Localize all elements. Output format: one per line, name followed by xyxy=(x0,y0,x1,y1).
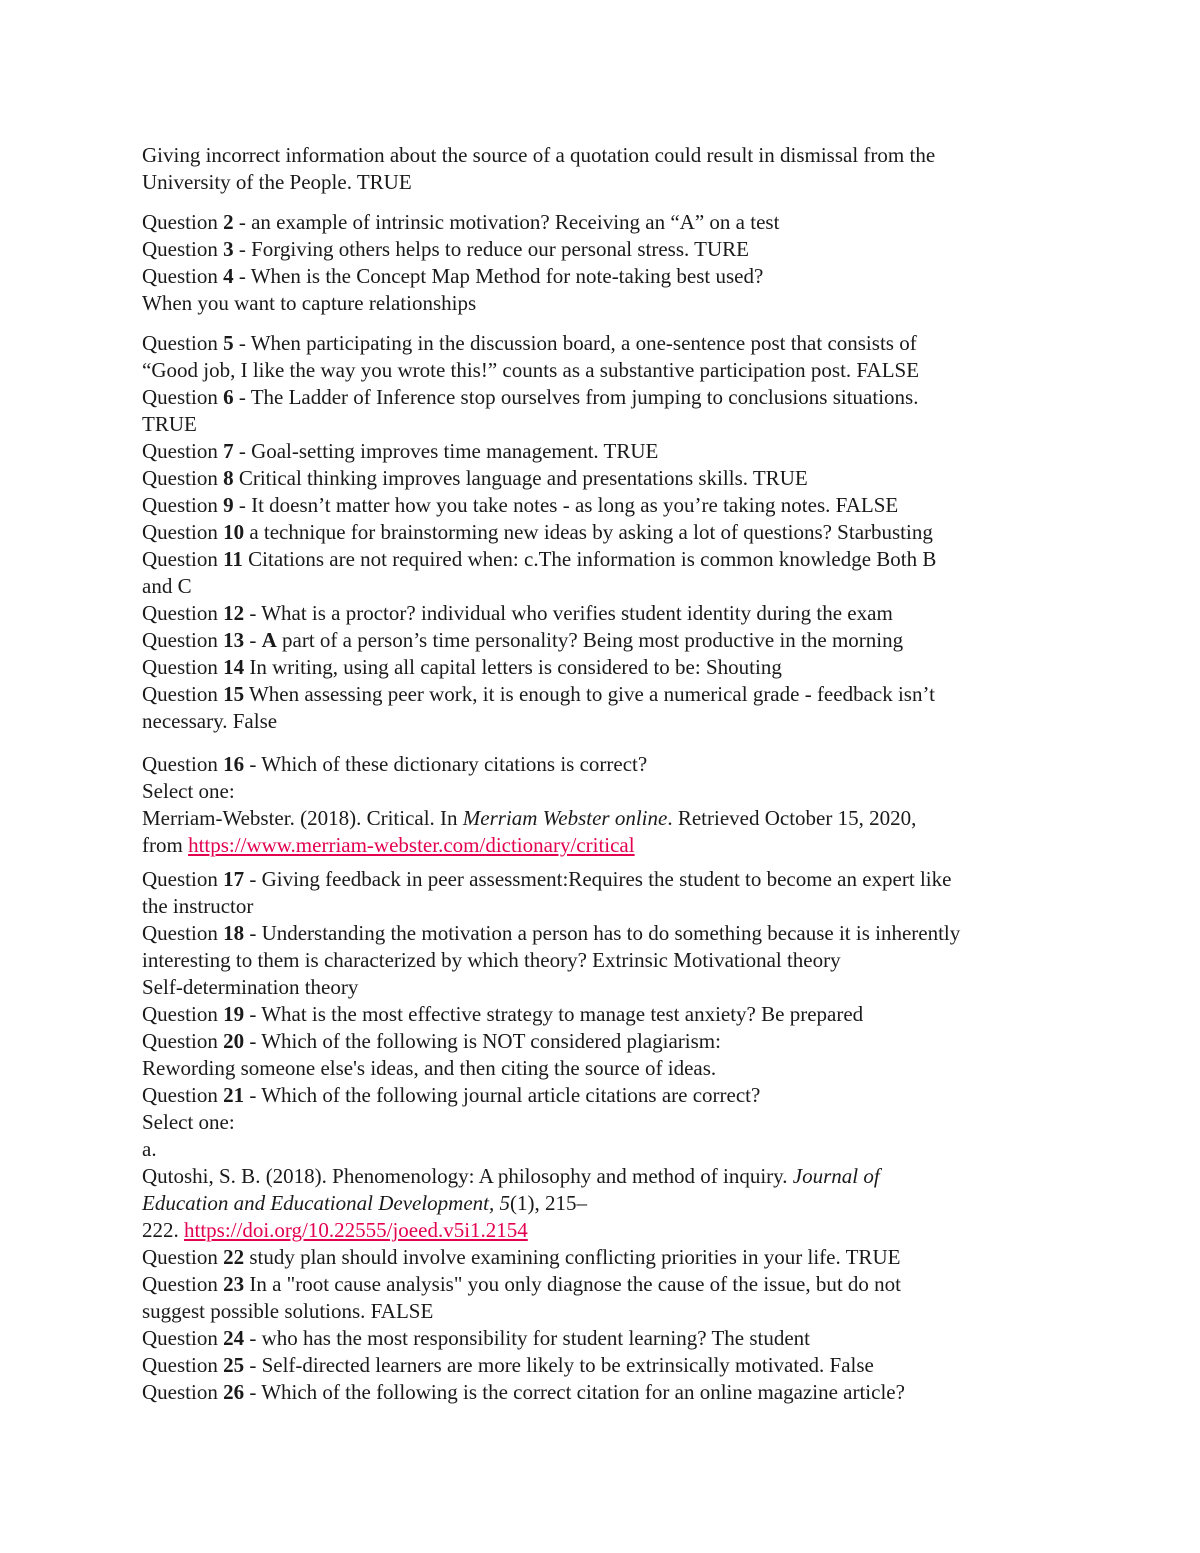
answer-text: Rewording someone else's ideas, and then citing the source of ideas. xyxy=(142,1056,717,1080)
question-word: Question xyxy=(142,1245,218,1269)
question-17 xyxy=(142,866,1072,920)
dictionary-link[interactable]: https://www.merriam-webster.com/dictionary/critical xyxy=(188,833,635,857)
select-one-label: Select one: xyxy=(142,779,235,803)
question-25 xyxy=(142,1352,1072,1379)
question-number: 6 xyxy=(223,385,234,409)
question-text: - It doesn’t matter how you take notes - as long as you’re taking notes. FALSE xyxy=(233,493,899,517)
question-text-prefix: - xyxy=(244,628,262,652)
answer-text: TRUE xyxy=(142,412,197,436)
question-6 xyxy=(142,384,1072,438)
question-word: Question xyxy=(142,1380,218,1404)
question-word: Question xyxy=(142,547,218,571)
question-word: Question xyxy=(142,493,218,517)
question-number: 21 xyxy=(223,1083,245,1107)
question-text: - Understanding the motivation a person has to do something because it is inherently xyxy=(244,921,961,945)
citation-pages: 222. xyxy=(142,1218,184,1242)
question-word: Question xyxy=(142,237,218,261)
from-label: from xyxy=(142,833,189,857)
question-text: - Which of the following is NOT considered plagiarism: xyxy=(244,1029,721,1053)
question-number: 3 xyxy=(223,237,234,261)
question-number: 18 xyxy=(223,921,245,945)
question-10 xyxy=(142,519,1072,546)
question-14 xyxy=(142,654,1072,681)
question-26 xyxy=(142,1379,1072,1406)
question-word: Question xyxy=(142,628,218,652)
question-text-continued: “Good job, I like the way you wrote this!” counts as a substantive participation post. FALSE xyxy=(142,358,920,382)
question-word: Question xyxy=(142,1029,218,1053)
question-text: study plan should involve examining conflicting priorities in your life. TRUE xyxy=(244,1245,901,1269)
question-9 xyxy=(142,492,1072,519)
question-word: Question xyxy=(142,520,218,544)
question-bold-letter: A xyxy=(261,628,277,652)
question-text: a technique for brainstorming new ideas by asking a lot of questions? Starbusting xyxy=(244,520,933,544)
question-number: 19 xyxy=(223,1002,245,1026)
question-15 xyxy=(142,681,1072,735)
question-text: - When participating in the discussion board, a one-sentence post that consists of xyxy=(233,331,917,355)
question-text: - an example of intrinsic motivation? Receiving an “A” on a test xyxy=(233,210,780,234)
question-19 xyxy=(142,1001,1072,1028)
question-11 xyxy=(142,546,1072,600)
question-5 xyxy=(142,330,1072,384)
question-text: - When is the Concept Map Method for note-taking best used? xyxy=(233,264,764,288)
question-20 xyxy=(142,1028,1072,1082)
question-text: - What is the most effective strategy to manage test anxiety? Be prepared xyxy=(244,1002,864,1026)
question-text: In a "root cause analysis" you only diagnose the cause of the issue, but do not xyxy=(244,1272,901,1296)
question-number: 13 xyxy=(223,628,245,652)
citation-italic: Merriam Webster online xyxy=(462,806,668,830)
question-number: 7 xyxy=(223,439,234,463)
answer-text: suggest possible solutions. FALSE xyxy=(142,1299,434,1323)
citation-italic: Journal of xyxy=(792,1164,880,1188)
question-text: Citations are not required when: c.The information is common knowledge Both B xyxy=(242,547,937,571)
citation-prefix: Merriam-Webster. (2018). Critical. In xyxy=(142,806,463,830)
question-number: 9 xyxy=(223,493,234,517)
question-number: 14 xyxy=(223,655,245,679)
question-text: part of a person’s time personality? Being most productive in the morning xyxy=(276,628,904,652)
question-4 xyxy=(142,263,1072,317)
question-7 xyxy=(142,438,1072,465)
citation-suffix: . Retrieved October 15, 2020, xyxy=(667,806,917,830)
answer-text: necessary. False xyxy=(142,709,278,733)
question-22 xyxy=(142,1244,1072,1271)
question-text: - What is a proctor? individual who verifies student identity during the exam xyxy=(244,601,893,625)
question-number: 8 xyxy=(223,466,234,490)
question-text: When assessing peer work, it is enough to give a numerical grade - feedback isn’t xyxy=(244,682,935,706)
question-text: - The Ladder of Inference stop ourselves from jumping to conclusions situations. xyxy=(233,385,919,409)
intro-line-2: University of the People. TRUE xyxy=(142,170,412,194)
question-word: Question xyxy=(142,331,218,355)
answer-text: and C xyxy=(142,574,192,598)
question-word: Question xyxy=(142,1326,218,1350)
question-text: - Self-directed learners are more likely to be extrinsically motivated. False xyxy=(244,1353,874,1377)
question-word: Question xyxy=(142,466,218,490)
question-word: Question xyxy=(142,1002,218,1026)
question-number: 11 xyxy=(223,547,243,571)
question-word: Question xyxy=(142,921,218,945)
question-word: Question xyxy=(142,1272,218,1296)
question-text: In writing, using all capital letters is considered to be: Shouting xyxy=(244,655,782,679)
question-number: 15 xyxy=(223,682,245,706)
question-text-continued: interesting to them is characterized by which theory? Extrinsic Motivational theory xyxy=(142,948,841,972)
question-text: Critical thinking improves language and presentations skills. TRUE xyxy=(233,466,808,490)
question-text-continued: the instructor xyxy=(142,894,254,918)
citation-prefix: Qutoshi, S. B. (2018). Phenomenology: A philosophy and method of inquiry. xyxy=(142,1164,793,1188)
question-word: Question xyxy=(142,210,218,234)
citation-text-continued xyxy=(142,1190,1072,1217)
question-number: 17 xyxy=(223,867,245,891)
question-text: - Forgiving others helps to reduce our personal stress. TURE xyxy=(233,237,749,261)
question-word: Question xyxy=(142,264,218,288)
question-16 xyxy=(142,751,1072,859)
question-number: 16 xyxy=(223,752,245,776)
question-12 xyxy=(142,600,1072,627)
citation-suffix: (1), 215– xyxy=(510,1191,588,1215)
question-text: - Which of the following journal article citations are correct? xyxy=(244,1083,761,1107)
question-word: Question xyxy=(142,1353,218,1377)
option-letter: a. xyxy=(142,1137,157,1161)
question-18 xyxy=(142,920,1072,1001)
question-text: - Giving feedback in peer assessment:Requires the student to become an expert like xyxy=(244,867,952,891)
document-body xyxy=(142,142,1072,1406)
question-number: 4 xyxy=(223,264,234,288)
answer-text: When you want to capture relationships xyxy=(142,291,477,315)
question-word: Question xyxy=(142,1083,218,1107)
question-word: Question xyxy=(142,752,218,776)
question-number: 22 xyxy=(223,1245,245,1269)
question-text: - who has the most responsibility for student learning? The student xyxy=(244,1326,811,1350)
question-word: Question xyxy=(142,601,218,625)
question-13 xyxy=(142,627,1072,654)
question-text: - Which of these dictionary citations is correct? xyxy=(244,752,648,776)
question-8 xyxy=(142,465,1072,492)
intro-line-1: Giving incorrect information about the source of a quotation could result in dismissal from the xyxy=(142,143,936,167)
question-word: Question xyxy=(142,867,218,891)
question-word: Question xyxy=(142,439,218,463)
citation-text xyxy=(142,805,1072,832)
question-word: Question xyxy=(142,682,218,706)
question-3 xyxy=(142,236,1072,263)
select-one-label: Select one: xyxy=(142,1110,235,1134)
question-2 xyxy=(142,209,1072,236)
citation-text xyxy=(142,1163,1072,1190)
question-number: 26 xyxy=(223,1380,245,1404)
question-word: Question xyxy=(142,655,218,679)
question-number: 2 xyxy=(223,210,234,234)
question-number: 24 xyxy=(223,1326,245,1350)
answer-text: Self-determination theory xyxy=(142,975,359,999)
question-text: - Which of the following is the correct citation for an online magazine article? xyxy=(244,1380,905,1404)
question-text: - Goal-setting improves time management. TRUE xyxy=(233,439,659,463)
question-word: Question xyxy=(142,385,218,409)
question-number: 25 xyxy=(223,1353,245,1377)
question-number: 20 xyxy=(223,1029,245,1053)
question-21 xyxy=(142,1082,1072,1244)
question-number: 10 xyxy=(223,520,245,544)
citation-italic: Education and Educational Development, 5 xyxy=(142,1191,511,1215)
question-number: 12 xyxy=(223,601,245,625)
question-number: 23 xyxy=(223,1272,245,1296)
question-23 xyxy=(142,1271,1072,1325)
question-24 xyxy=(142,1325,1072,1352)
question-number: 5 xyxy=(223,331,234,355)
doi-link[interactable]: https://doi.org/10.22555/joeed.v5i1.2154 xyxy=(184,1218,528,1242)
